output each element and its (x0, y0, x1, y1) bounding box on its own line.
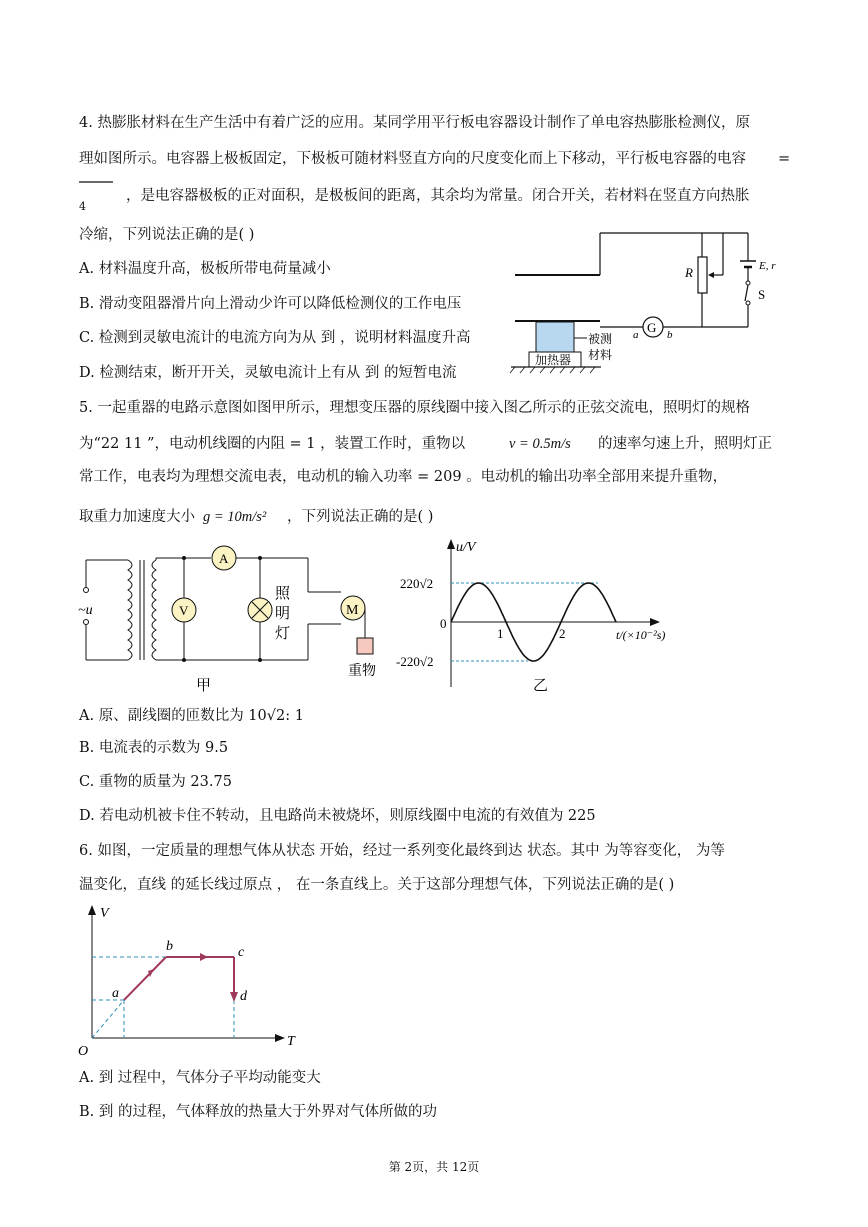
label-lamp3: 灯 (275, 626, 291, 642)
q5-gval: g = 10m/s² (203, 509, 267, 525)
q6-vt-figure (78, 900, 308, 1060)
q4-option-d: D. 检测结束，断开开关，灵敏电流计上有从 到 的短暂电流 (79, 365, 457, 381)
q5-figure-yi (398, 535, 698, 695)
q6-label-d: d (240, 989, 247, 1004)
label-a: a (633, 329, 639, 341)
q6-label-a: a (112, 986, 119, 1001)
q5-option-c: C. 重物的质量为 23.75 (79, 774, 232, 790)
q6-line1: 6. 如图，一定质量的理想气体从状态 开始，经过一系列变化最终到达 状态。其中 为等容变化， 为等 (79, 843, 725, 859)
q4-capacitor-circuit-figure (505, 225, 776, 375)
label-voltmeter: V (179, 603, 189, 618)
q4-option-c: C. 检测到灵敏电流计的电流方向为从 到 ，说明材料温度升高 (79, 330, 471, 346)
q4-option-a: A. 材料温度升高，极板所带电荷量减小 (79, 261, 331, 277)
yi-ymin: -220√2 (396, 654, 434, 669)
q6-label-v: V (100, 906, 109, 921)
label-lamp2: 明 (275, 606, 291, 622)
label-lamp1: 照 (275, 586, 291, 602)
label-source: ~u (78, 603, 93, 618)
q6-label-o: O (78, 1044, 89, 1059)
caption-jia: 甲 (196, 678, 212, 694)
label-r: R (685, 265, 693, 280)
q6-option-b: B. 到 的过程，气体释放的热量大于外界对气体所做的功 (79, 1104, 437, 1120)
q5-line2b: 的速率匀速上升，照明灯正 (598, 436, 772, 452)
label-material: 被测 (588, 332, 613, 346)
q5-speed: v = 0.5m/s (509, 436, 571, 452)
q4-frac-denominator: 4 (79, 200, 86, 213)
yi-zero: 0 (440, 616, 447, 631)
q5-line4a: 取重力加速度大小 (79, 509, 195, 525)
q5-line1: 5. 一起重器的电路示意图如图甲所示，理想变压器的原线圈中接入图乙所示的正弦交流电，照明灯的规格 (79, 400, 750, 416)
label-switch: S (758, 287, 766, 302)
label-material2: 材料 (588, 348, 613, 362)
q6-option-a: A. 到 过程中，气体分子平均动能变大 (79, 1070, 321, 1086)
label-weight: 重物 (348, 664, 376, 679)
yi-xlabel: t/(×10⁻²s) (616, 628, 666, 642)
yi-ylabel: u/V (456, 540, 476, 555)
label-motor: M (346, 603, 359, 618)
q6-label-c: c (238, 945, 245, 960)
weight-block (357, 638, 373, 654)
q5-option-a: A. 原、副线圈的匝数比为 10√2: 1 (79, 708, 304, 724)
page-footer: 第 2页，共 12页 (388, 1160, 480, 1174)
label-b: b (667, 329, 673, 341)
resistor-r (698, 257, 707, 293)
yi-x2: 2 (559, 626, 566, 641)
label-g: G (647, 320, 657, 335)
q5-line2a: 为“22 11 ”，电动机线圈的内阻 = 1 ，装置工作时，重物以 (79, 436, 466, 452)
q5-option-d: D. 若电动机被卡住不转动，且电路尚未被烧坏，则原线圈中电流的有效值为 225 (79, 808, 596, 824)
q5-option-b: B. 电流表的示数为 9.5 (79, 740, 229, 756)
q6-line2: 温变化，直线 的延长线过原点 ， 在一条直线上。关于这部分理想气体，下列说法正确的是( ) (79, 877, 675, 893)
q4-option-b: B. 滑动变阻器滑片向上滑动少许可以降低检测仪的工作电压 (79, 296, 462, 312)
label-heater: 加热器 (535, 353, 572, 367)
q4-line1: 4. 热膨胀材料在生产生活中有着广泛的应用。某同学用平行板电容器设计制作了单电容热膨胀检测仪，原 (79, 115, 750, 131)
q4-line3: ，是电容器极板的正对面积，是极板间的距离，其余均为常量。闭合开关，若材料在竖直方向热胀 (126, 188, 750, 204)
primary-coil (128, 560, 132, 660)
yi-ymax: 220√2 (400, 576, 434, 591)
caption-yi: 乙 (533, 678, 549, 694)
q4-line2: 理如图所示。电容器上极板固定，下极板可随材料竖直方向的尺度变化而上下移动，平行板电容器的电容 (79, 151, 746, 167)
q4-line4: 冷缩，下列说法正确的是( ) (79, 227, 255, 243)
yi-x1: 1 (497, 626, 504, 641)
secondary-coil (152, 560, 156, 660)
q6-label-t: T (287, 1034, 295, 1049)
q5-figure-jia (78, 540, 378, 695)
label-ammeter: A (219, 551, 229, 566)
q5-line4b: ，下列说法正确的是( ) (287, 509, 434, 525)
q6-label-b: b (166, 939, 173, 954)
q4-eq: = (778, 151, 791, 167)
material-block (536, 322, 574, 352)
label-battery: E, r (759, 260, 776, 272)
q5-line3: 常工作，电表均为理想交流电表，电动机的输入功率 = 209 。电动机的输出功率全部用来提升重物， (79, 469, 728, 485)
